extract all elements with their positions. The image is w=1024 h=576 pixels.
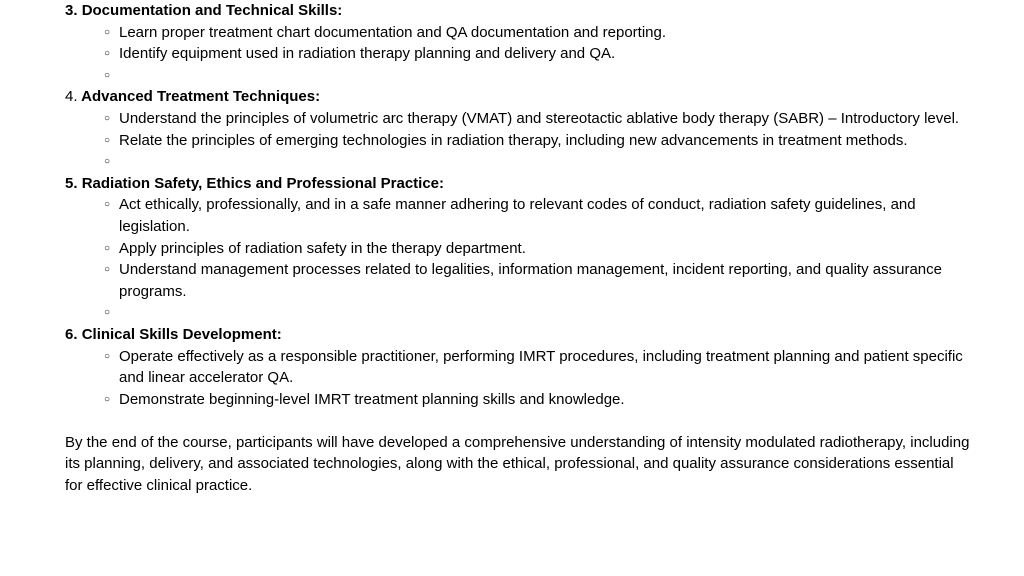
hollow-bullet-icon: ○ — [104, 264, 111, 276]
section-heading — [65, 86, 970, 108]
list-item-text: Apply principles of radiation safety in the therapy department. — [119, 239, 526, 257]
list-item — [104, 108, 970, 130]
closing-paragraph: By the end of the course, participants will have developed a comprehensive understanding of intensity modulated radiotherapy, including its planning, delivery, and associated technologies, along with the ethical, professional, and quality assurance considerations essential for effective clinical practice. — [65, 433, 970, 495]
list-item — [104, 65, 970, 87]
list-item — [104, 259, 970, 302]
bullet-list — [65, 346, 970, 411]
list-item — [104, 43, 970, 65]
bullet-list — [65, 194, 970, 324]
section-6 — [65, 324, 970, 410]
hollow-bullet-icon: ○ — [104, 242, 111, 254]
list-item-text: Act ethically, professionally, and in a safe manner adhering to relevant codes of conduct, radiation safety guidelines, and legislation. — [119, 196, 916, 235]
section-4 — [65, 86, 970, 172]
list-item — [104, 151, 970, 173]
hollow-bullet-icon: ○ — [104, 69, 111, 81]
bullet-list — [65, 22, 970, 87]
section-number: 5. — [65, 174, 78, 192]
hollow-bullet-icon: ○ — [104, 393, 111, 405]
section-heading — [65, 173, 970, 195]
list-item — [104, 22, 970, 44]
document-body — [65, 0, 970, 497]
list-item-text: Understand the principles of volumetric arc therapy (VMAT) and stereotactic ablative body therapy (SABR) – Introductory level. — [119, 109, 960, 127]
section-title: Advanced Treatment Techniques: — [81, 88, 321, 106]
list-item-text: Relate the principles of emerging technologies in radiation therapy, including new advancements in treatment methods. — [119, 131, 908, 149]
list-item-text: Understand management processes related to legalities, information management, incident reporting, and quality assurance programs. — [119, 261, 942, 300]
section-number: 6. — [65, 325, 78, 343]
section-heading — [65, 324, 970, 346]
list-item — [104, 346, 970, 389]
list-item — [104, 389, 970, 411]
hollow-bullet-icon: ○ — [104, 199, 111, 211]
list-item-text: Identify equipment used in radiation therapy planning and delivery and QA. — [119, 45, 616, 63]
section-3 — [65, 0, 970, 86]
hollow-bullet-icon: ○ — [104, 26, 111, 38]
section-heading — [65, 0, 970, 22]
section-title: Clinical Skills Development: — [81, 325, 282, 343]
section-number: 4. — [65, 88, 78, 106]
hollow-bullet-icon: ○ — [104, 112, 111, 124]
list-item — [104, 238, 970, 260]
section-title: Documentation and Technical Skills: — [81, 2, 343, 19]
hollow-bullet-icon: ○ — [104, 134, 111, 146]
section-5 — [65, 173, 970, 324]
hollow-bullet-icon: ○ — [104, 48, 111, 60]
list-item — [104, 302, 970, 324]
hollow-bullet-icon: ○ — [104, 350, 111, 362]
list-item-text: Learn proper treatment chart documentation and QA documentation and reporting. — [119, 23, 667, 41]
section-title: Radiation Safety, Ethics and Professional Practice: — [81, 174, 445, 192]
bullet-list — [65, 108, 970, 173]
list-item-text: Demonstrate beginning-level IMRT treatment planning skills and knowledge. — [119, 390, 625, 408]
list-item-text: Operate effectively as a responsible practitioner, performing IMRT procedures, including treatment planning and patient specific and linear accelerator QA. — [119, 347, 963, 387]
hollow-bullet-icon: ○ — [104, 307, 111, 319]
hollow-bullet-icon: ○ — [104, 156, 111, 168]
list-item — [104, 194, 970, 237]
list-item — [104, 130, 970, 152]
section-number: 3. — [65, 2, 78, 19]
